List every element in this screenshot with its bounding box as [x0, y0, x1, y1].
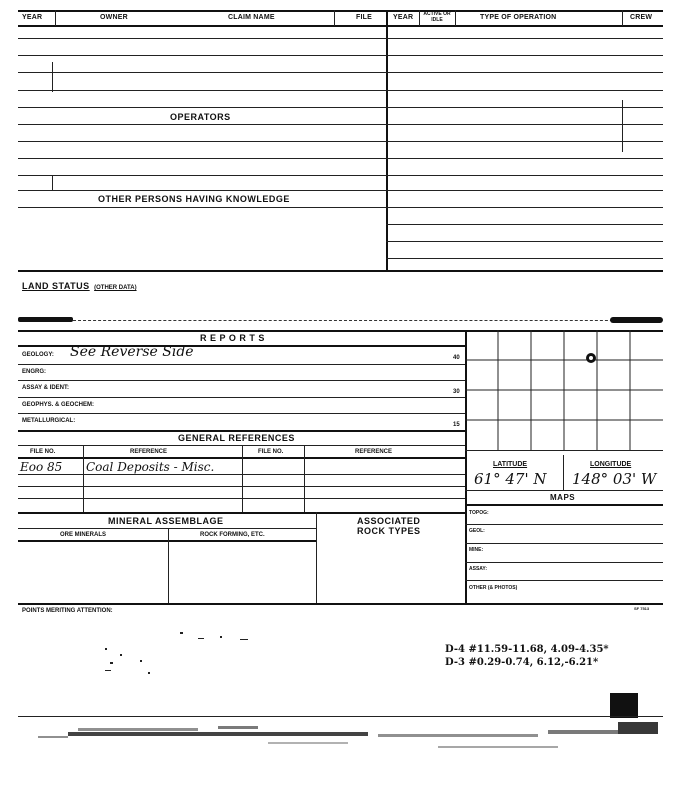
speckle-svg	[100, 630, 260, 680]
metallurgical-num: 15	[453, 422, 460, 428]
longitude-label: LONGITUDE	[590, 461, 632, 468]
row-line	[18, 498, 465, 499]
longitude-value: 148° 03' W	[572, 470, 657, 488]
scan-smear	[610, 317, 663, 323]
row-line	[386, 190, 663, 191]
row-line	[18, 207, 386, 208]
row-line	[465, 580, 663, 581]
section-divider	[18, 270, 663, 272]
maps-topog: TOPOG:	[469, 510, 489, 516]
footer-code-line-2: D-3 #0.29-0.74, 6.12,-6.21*	[445, 657, 599, 668]
geophys-label: GEOPHYS. & GEOCHEM:	[22, 402, 95, 408]
maps-title: MAPS	[550, 493, 576, 502]
divider	[622, 10, 623, 26]
ref-file-entry: Eoo 85	[20, 460, 63, 474]
associated-title: ASSOCIATED	[357, 516, 421, 526]
col-divider	[242, 445, 243, 512]
row-line	[386, 207, 663, 208]
mineral-bottom-border	[18, 603, 663, 605]
row-line	[465, 504, 663, 506]
grid-svg	[465, 330, 663, 450]
mark	[622, 100, 623, 152]
scan-line	[73, 320, 633, 321]
bottom-rule	[18, 716, 663, 717]
col-file-no-2: FILE NO.	[258, 449, 284, 455]
maps-assay: ASSAY:	[469, 566, 488, 572]
divider	[55, 10, 56, 26]
col-reference-2: REFERENCE	[355, 449, 393, 455]
land-status-heading	[22, 276, 137, 294]
row-line	[465, 524, 663, 525]
center-divider	[386, 10, 388, 270]
header-crew: CREW	[630, 14, 653, 21]
mineral-assemblage-title: MINERAL ASSEMBLAGE	[108, 516, 224, 526]
header-claim-name: CLAIM NAME	[228, 14, 275, 21]
row-line	[18, 141, 386, 142]
row-line	[18, 55, 386, 56]
ref-entry: Coal Deposits - Misc.	[86, 460, 215, 474]
scan-noise-band	[18, 718, 663, 758]
geology-num: 40	[453, 355, 460, 361]
rock-types-title: ROCK TYPES	[357, 526, 421, 536]
header-bottom-border	[18, 25, 663, 27]
metallurgical-label: METALLURGICAL:	[22, 418, 76, 424]
row-line	[386, 158, 663, 159]
row-line	[386, 175, 663, 176]
col-file-no: FILE NO.	[30, 449, 56, 455]
row-line	[18, 528, 316, 529]
row-line	[18, 364, 465, 365]
header-owner: OWNER	[100, 14, 128, 21]
land-status-title: LAND STATUS	[22, 281, 90, 291]
header-type-of-operation: TYPE OF OPERATION	[480, 14, 557, 21]
reports-title: R E P O R T S	[200, 333, 265, 343]
maps-mine: MINE:	[469, 547, 484, 553]
header-year: YEAR	[22, 14, 43, 21]
row-line	[18, 124, 386, 125]
points-meriting-attention: POINTS MERITING ATTENTION:	[22, 608, 113, 614]
row-line	[18, 90, 386, 91]
noise-svg	[18, 718, 663, 758]
col-divider	[316, 512, 317, 603]
row-line	[386, 224, 663, 225]
row-line	[386, 55, 663, 56]
row-line	[386, 38, 663, 39]
row-line	[18, 190, 386, 191]
header-file: FILE	[356, 14, 372, 21]
row-line	[386, 241, 663, 242]
row-line	[18, 413, 465, 414]
row-line	[465, 490, 663, 491]
scan-smear	[18, 317, 73, 322]
latitude-label: LATITUDE	[493, 461, 528, 468]
engrg-label: ENGRG:	[22, 369, 46, 375]
footer-code-line-1: D-4 #11.59-11.68, 4.09-4.35*	[445, 644, 609, 655]
maps-geol: GEOL:	[469, 528, 485, 534]
divider	[419, 10, 420, 26]
geology-label: GEOLOGY:	[22, 352, 54, 358]
col-divider	[304, 445, 305, 512]
geology-value: See Reverse Side	[70, 344, 194, 360]
location-grid	[465, 330, 663, 450]
scan-speckles	[100, 630, 260, 680]
col-divider	[168, 528, 169, 603]
row-line	[18, 38, 386, 39]
col-divider	[563, 455, 564, 490]
assay-num: 30	[453, 389, 460, 395]
row-line	[18, 512, 465, 514]
mark	[52, 62, 53, 92]
divider	[455, 10, 456, 26]
mark	[52, 176, 53, 190]
row-line	[18, 430, 465, 432]
row-line	[18, 175, 386, 176]
row-line	[386, 258, 663, 259]
ore-minerals-label: ORE MINERALS	[60, 532, 107, 538]
row-line	[18, 474, 465, 475]
land-status-subtitle: (OTHER DATA)	[94, 285, 137, 291]
row-line	[386, 72, 663, 73]
col-reference: REFERENCE	[130, 449, 168, 455]
row-line	[18, 158, 386, 159]
divider	[334, 10, 335, 26]
operators-title: OPERATORS	[170, 112, 231, 122]
col-divider	[83, 445, 84, 512]
row-line	[465, 450, 663, 451]
row-line	[18, 107, 386, 108]
row-line	[465, 543, 663, 544]
row-line	[465, 562, 663, 563]
header-active-idle: ACTIVE OR IDLE	[423, 11, 451, 23]
row-line	[18, 540, 316, 542]
form-number: SF 7513	[634, 606, 650, 611]
row-line	[18, 397, 465, 398]
maps-other: OTHER (& PHOTOS)	[469, 585, 518, 591]
other-persons-title: OTHER PERSONS HAVING KNOWLEDGE	[98, 194, 290, 204]
assay-label: ASSAY & IDENT:	[22, 385, 70, 391]
rock-forming-label: ROCK FORMING, ETC.	[200, 532, 265, 538]
row-line	[18, 486, 465, 487]
row-line	[18, 380, 465, 381]
scan-block	[610, 693, 638, 718]
header-year-2: YEAR	[393, 14, 414, 21]
top-border	[18, 10, 663, 12]
general-references-title: GENERAL REFERENCES	[178, 433, 295, 443]
latitude-value: 61° 47' N	[474, 470, 547, 488]
row-line	[386, 90, 663, 91]
row-line	[18, 72, 386, 73]
